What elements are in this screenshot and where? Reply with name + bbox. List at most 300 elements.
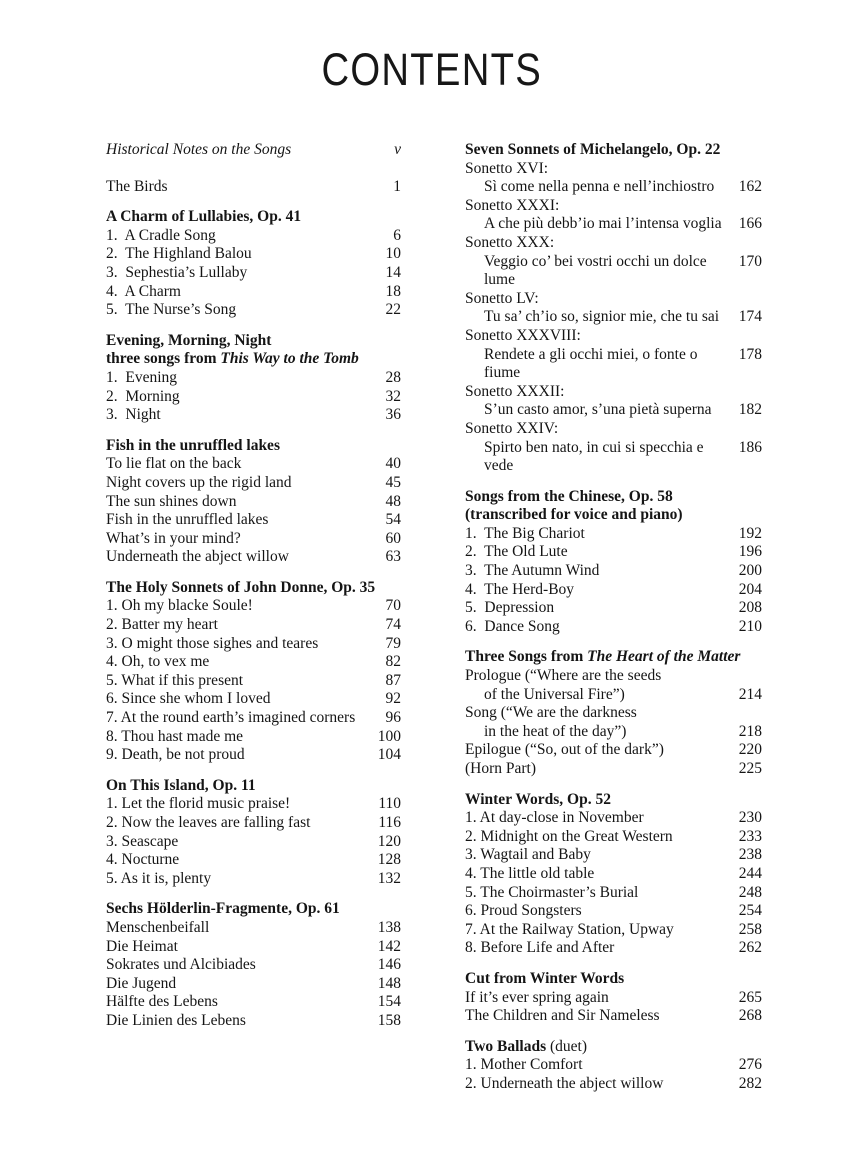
- toc-entry: [106, 455, 401, 474]
- toc-text-segment: Tu sa’ ch’io so, signior mie, che tu sai: [484, 308, 720, 326]
- toc-text-segment: A Charm of Lullabies, Op. 41: [106, 208, 302, 226]
- toc-entry-title: [465, 884, 735, 903]
- toc-text-segment: Sonetto XXXVIII:: [465, 326, 581, 344]
- toc-entry: [465, 828, 762, 847]
- toc-entry: [106, 795, 401, 814]
- toc-text-segment: 9. Death, be not proud: [106, 746, 245, 764]
- toc-page-number: 92: [385, 690, 401, 708]
- toc-text-segment: 1. At day-close in November: [465, 809, 644, 827]
- toc-entry: [106, 956, 401, 975]
- toc-page-number: 225: [738, 760, 762, 777]
- toc-line: [465, 667, 762, 686]
- toc-page-number: 230: [738, 809, 762, 827]
- toc-page-number: 196: [738, 543, 762, 561]
- toc-entry-title: [465, 383, 762, 402]
- toc-entry: [106, 728, 401, 747]
- toc-text-segment: 4. The Herd-Boy: [465, 580, 575, 598]
- toc-entry-title: [465, 141, 762, 160]
- toc-line: [465, 327, 762, 346]
- toc-entry-title: [106, 672, 382, 691]
- toc-entry: [465, 562, 762, 581]
- toc-page-number: 32: [385, 387, 401, 405]
- toc-entry: [106, 870, 401, 889]
- toc-entry: [465, 215, 762, 234]
- toc-page-number: 210: [738, 617, 762, 635]
- toc-section: [106, 437, 401, 567]
- toc-entry-title: [465, 809, 735, 828]
- toc-entry: [106, 597, 401, 616]
- toc-page-number: 104: [377, 746, 401, 764]
- toc-text-segment: The Holy Sonnets of John Donne, Op. 35: [106, 578, 376, 596]
- toc-line: [465, 290, 762, 309]
- page-title-text: CONTENTS: [321, 44, 543, 95]
- toc-text-segment: S’un casto amor, s’una pietà superna: [484, 401, 712, 419]
- toc-entry: [106, 993, 401, 1012]
- toc-entry-title: [465, 401, 735, 420]
- toc-entry-title: [465, 902, 735, 921]
- toc-text-segment: 5. Depression: [465, 599, 555, 617]
- toc-text-segment: The Children and Sir Nameless: [465, 1007, 660, 1025]
- toc-entry: [465, 741, 762, 760]
- toc-text-segment: Underneath the abject willow: [106, 548, 289, 566]
- toc-entry-title: [465, 760, 735, 779]
- toc-entry-title: [106, 178, 389, 197]
- toc-page-number: 265: [738, 988, 762, 1006]
- toc-line: [465, 234, 762, 253]
- toc-page-number: 238: [738, 846, 762, 864]
- toc-text-segment: Sonetto LV:: [465, 289, 539, 307]
- toc-page-number: 1: [393, 177, 401, 195]
- toc-text-segment: Fish in the unruffled lakes: [106, 436, 280, 454]
- toc-entry: [106, 814, 401, 833]
- toc-text-segment: 5. The Nurse’s Song: [106, 301, 237, 319]
- toc-page-number: 40: [385, 455, 401, 473]
- toc-entry-title: [106, 283, 382, 302]
- toc-entry-title: [106, 746, 374, 765]
- toc-entry: [465, 939, 762, 958]
- toc-text-segment: The Heart of the Matter: [587, 648, 741, 666]
- toc-page-number: 282: [738, 1074, 762, 1092]
- toc-line: [106, 350, 401, 369]
- toc-entry-title: [106, 511, 382, 530]
- toc-text-segment: Historical Notes on the Songs: [106, 141, 292, 158]
- toc-entry-title: [106, 851, 374, 870]
- toc-section: [106, 777, 401, 889]
- toc-text-segment: To lie flat on the back: [106, 455, 242, 473]
- toc-text-segment: Sonetto XVI:: [465, 159, 549, 177]
- toc-entry-title: [106, 833, 374, 852]
- toc-page-number: 79: [385, 634, 401, 652]
- toc-entry: [106, 938, 401, 957]
- toc-column-left: [106, 141, 401, 1031]
- toc-page-number: 100: [377, 727, 401, 745]
- toc-page-number: 87: [385, 671, 401, 689]
- toc-entry: [106, 919, 401, 938]
- toc-text-segment: Veggio co’ bei vostri occhi un dolce lume: [484, 252, 711, 289]
- toc-text-segment: Sechs Hölderlin-Fragmente, Op. 61: [106, 900, 340, 918]
- toc-entry: [106, 511, 401, 530]
- toc-entry-title: [106, 919, 374, 938]
- toc-page-number: 218: [738, 722, 762, 740]
- toc-line: [465, 506, 762, 525]
- toc-page-number: 233: [738, 827, 762, 845]
- toc-section: [106, 208, 401, 320]
- toc-page-number: 170: [738, 252, 762, 270]
- toc-entry: [465, 1075, 762, 1094]
- toc-entry-title: [465, 828, 735, 847]
- toc-text-segment: Two Ballads: [465, 1037, 547, 1055]
- toc-text-segment: Die Heimat: [106, 937, 178, 955]
- toc-entry: [465, 1007, 762, 1026]
- toc-section: [106, 579, 401, 765]
- toc-page-number: 208: [738, 599, 762, 617]
- toc-entry: [465, 308, 762, 327]
- toc-entry-title: [465, 686, 735, 705]
- toc-entry-title: [106, 653, 382, 672]
- toc-page-number: 214: [738, 685, 762, 703]
- toc-entry: [106, 178, 401, 197]
- toc-entry: [465, 439, 762, 476]
- toc-entry-title: [465, 970, 762, 989]
- toc-page-number: 116: [378, 814, 401, 831]
- toc-text-segment: This Way to the Tomb: [220, 350, 359, 368]
- toc-text-segment: 2. The Old Lute: [465, 543, 568, 561]
- toc-text-segment: Sonetto XXX:: [465, 233, 555, 251]
- toc-entry-title: [106, 455, 382, 474]
- toc-entry-title: [106, 597, 382, 616]
- toc-entry-title: [106, 350, 401, 369]
- toc-page-number: 178: [738, 345, 762, 363]
- toc-text-segment: 2. Morning: [106, 387, 180, 405]
- toc-page-number: 10: [385, 245, 401, 263]
- toc-entry: [106, 653, 401, 672]
- toc-entry-title: [465, 618, 735, 637]
- toc-text-segment: 1. Evening: [106, 368, 178, 386]
- toc-text-segment: Epilogue (“So, out of the dark”): [465, 741, 664, 759]
- toc-entry: [465, 723, 762, 742]
- toc-text-segment: Evening, Morning, Night: [106, 331, 272, 349]
- toc-text-segment: Seven Sonnets of Michelangelo, Op. 22: [465, 141, 721, 158]
- toc-text-segment: 1. Let the florid music praise!: [106, 795, 291, 813]
- toc-entry-title: [106, 245, 382, 264]
- toc-entry: [106, 672, 401, 691]
- toc-line: [465, 488, 762, 507]
- toc-page-number: 36: [385, 406, 401, 424]
- toc-page-number: 162: [738, 178, 762, 196]
- toc-entry-title: [106, 993, 374, 1012]
- toc-section: [106, 178, 401, 197]
- toc-text-segment: 1. Mother Comfort: [465, 1056, 583, 1074]
- toc-entry-title: [465, 439, 735, 476]
- toc-text-segment: Die Jugend: [106, 974, 177, 992]
- toc-entry: [106, 493, 401, 512]
- toc-entry-title: [465, 197, 762, 216]
- toc-page-number: 248: [738, 883, 762, 901]
- toc-page-number: 200: [738, 562, 762, 580]
- toc-entry: [465, 846, 762, 865]
- toc-page-number: 120: [377, 832, 401, 850]
- toc-page-number: 244: [738, 864, 762, 882]
- toc-text-segment: 3. Seascape: [106, 832, 179, 850]
- toc-line: [106, 900, 401, 919]
- toc-entry-title: [106, 814, 374, 833]
- toc-text-segment: Three Songs from: [465, 648, 588, 666]
- toc-text-segment: Spirto ben nato, in cui si specchia e vede: [484, 438, 708, 475]
- toc-section: [465, 1038, 762, 1094]
- toc-page-number: 174: [738, 308, 762, 326]
- toc-text-segment: Sonetto XXIV:: [465, 419, 559, 437]
- toc-entry: [106, 406, 401, 425]
- toc-entry-title: [106, 388, 382, 407]
- toc-entry-title: [465, 525, 735, 544]
- toc-entry-title: [465, 1056, 735, 1075]
- toc-page-number: 82: [385, 653, 401, 671]
- toc-text-segment: 2. Underneath the abject willow: [465, 1074, 664, 1092]
- toc-text-segment: Fish in the unruffled lakes: [106, 511, 269, 529]
- toc-entry-title: [465, 1007, 735, 1026]
- toc-entry-title: [465, 667, 762, 686]
- toc-entry-title: [106, 474, 382, 493]
- toc-text-segment: 4. A Charm: [106, 282, 181, 300]
- toc-line: [106, 579, 401, 598]
- toc-page-number: 48: [385, 492, 401, 510]
- toc-entry-title: [106, 332, 401, 351]
- toc-text-segment: 2. The Highland Balou: [106, 245, 252, 263]
- toc-entry: [465, 401, 762, 420]
- toc-text-segment: 4. The little old table: [465, 864, 595, 882]
- toc-text-segment: 3. Sephestia’s Lullaby: [106, 263, 248, 281]
- toc-line: [465, 1038, 762, 1057]
- toc-entry-title: [106, 900, 401, 919]
- toc-text-segment: 1. A Cradle Song: [106, 226, 216, 244]
- toc-page-number: 220: [738, 741, 762, 759]
- toc-text-segment: 1. The Big Chariot: [465, 524, 585, 542]
- toc-entry-title: [465, 741, 735, 760]
- toc-entry: [106, 141, 401, 160]
- toc-entry-title: [106, 264, 382, 283]
- toc-section: [465, 648, 762, 778]
- toc-entry-title: [106, 938, 374, 957]
- toc-line: [465, 791, 762, 810]
- toc-entry-title: [106, 530, 382, 549]
- toc-page-number: 63: [385, 548, 401, 566]
- toc-text-segment: 5. As it is, plenty: [106, 869, 212, 887]
- toc-text-segment: Night covers up the rigid land: [106, 473, 292, 491]
- toc-entry-title: [465, 346, 735, 383]
- toc-entry-title: [465, 234, 762, 253]
- toc-page-number: 158: [377, 1011, 401, 1029]
- toc-entry-title: [106, 728, 374, 747]
- toc-entry: [465, 809, 762, 828]
- toc-text-segment: Sì come nella penna e nell’inchiostro: [484, 178, 715, 196]
- toc-text-segment: Sonetto XXXI:: [465, 196, 560, 214]
- toc-entry: [106, 635, 401, 654]
- toc-entry-title: [465, 562, 735, 581]
- toc-page-number: 28: [385, 368, 401, 386]
- toc-entry-title: [106, 301, 382, 320]
- toc-entry: [465, 884, 762, 903]
- toc-section: [465, 791, 762, 958]
- toc-entry-title: [106, 493, 382, 512]
- toc-entry-title: [465, 1038, 762, 1057]
- toc-line: [106, 437, 401, 456]
- toc-entry-title: [106, 548, 382, 567]
- toc-text-segment: Cut from Winter Words: [465, 969, 625, 987]
- page-title: [0, 44, 864, 96]
- toc-page-number: 148: [377, 974, 401, 992]
- toc-page-number: 45: [385, 473, 401, 491]
- toc-entry-title: [465, 178, 735, 197]
- toc-entry-title: [106, 208, 401, 227]
- toc-entry-title: [106, 227, 389, 246]
- toc-line: [106, 332, 401, 351]
- toc-text-segment: 6. Since she whom I loved: [106, 690, 271, 708]
- toc-entry: [106, 283, 401, 302]
- toc-entry: [106, 616, 401, 635]
- toc-entry-title: [465, 921, 735, 940]
- toc-entry-title: [465, 253, 735, 290]
- toc-entry-title: [465, 1075, 735, 1094]
- toc-line: [465, 197, 762, 216]
- toc-text-segment: 3. O might those sighes and teares: [106, 634, 319, 652]
- toc-entry-title: [465, 290, 762, 309]
- toc-text-segment: 5. The Choirmaster’s Burial: [465, 883, 639, 901]
- toc-text-segment: Menschenbeifall: [106, 918, 210, 936]
- toc-entry-title: [106, 369, 382, 388]
- toc-entry-title: [106, 975, 374, 994]
- toc-text-segment: 2. Batter my heart: [106, 616, 218, 634]
- toc-line: [106, 208, 401, 227]
- toc-line: [465, 383, 762, 402]
- toc-text-segment: Sonetto XXXII:: [465, 382, 565, 400]
- toc-line: [465, 420, 762, 439]
- toc-entry: [465, 253, 762, 290]
- toc-entry: [465, 1056, 762, 1075]
- toc-section: [465, 970, 762, 1026]
- toc-page-number: 128: [377, 851, 401, 869]
- toc-entry-title: [106, 956, 374, 975]
- toc-entry-title: [106, 635, 382, 654]
- toc-entry-title: [106, 437, 401, 456]
- toc-text-segment: of the Universal Fire”): [484, 685, 625, 703]
- toc-line: [465, 160, 762, 179]
- toc-text-segment: 4. Nocturne: [106, 851, 180, 869]
- toc-page-number: 74: [385, 616, 401, 634]
- toc-text-segment: 6. Dance Song: [465, 617, 560, 635]
- toc-text-segment: Winter Words, Op. 52: [465, 790, 611, 808]
- toc-entry: [465, 618, 762, 637]
- toc-entry: [106, 709, 401, 728]
- toc-entry-title: [465, 488, 762, 507]
- toc-entry: [465, 525, 762, 544]
- toc-text-segment: A che più debb’io mai l’intensa voglia: [484, 215, 722, 233]
- toc-page-number: 132: [377, 869, 401, 887]
- toc-page-number: 96: [385, 709, 401, 727]
- toc-entry-title: [106, 616, 382, 635]
- toc-entry-title: [106, 709, 382, 728]
- toc-text-segment: What’s in your mind?: [106, 529, 241, 547]
- toc-entry-title: [465, 308, 735, 327]
- toc-entry: [106, 746, 401, 765]
- toc-text-segment: 8. Thou hast made me: [106, 727, 244, 745]
- toc-entry-title: [106, 690, 382, 709]
- toc-column-right: [465, 141, 762, 1094]
- toc-entry: [465, 921, 762, 940]
- toc-entry: [106, 388, 401, 407]
- toc-text-segment: (Horn Part): [465, 760, 537, 777]
- toc-entry: [465, 178, 762, 197]
- toc-text-segment: Song (“We are the darkness: [465, 704, 637, 722]
- toc-text-segment: Hälfte des Lebens: [106, 993, 218, 1011]
- toc-text-segment: 4. Oh, to vex me: [106, 653, 210, 671]
- toc-text-segment: 1. Oh my blacke Soule!: [106, 597, 253, 615]
- toc-text-segment: 2. Midnight on the Great Western: [465, 827, 673, 845]
- toc-page-number: 6: [393, 226, 401, 244]
- toc-page-number: v: [394, 141, 401, 158]
- toc-entry-title: [106, 579, 401, 598]
- toc-page-number: 110: [378, 795, 401, 813]
- toc-entry-title: [465, 865, 735, 884]
- toc-text-segment: in the heat of the day”): [484, 722, 627, 740]
- toc-text-segment: 7. At the Railway Station, Upway: [465, 920, 674, 938]
- toc-entry-title: [465, 160, 762, 179]
- toc-text-segment: 3. The Autumn Wind: [465, 562, 600, 580]
- toc-entry: [106, 690, 401, 709]
- toc-entry-title: [465, 846, 735, 865]
- toc-entry: [106, 227, 401, 246]
- toc-text-segment: On This Island, Op. 11: [106, 776, 256, 794]
- toc-page-number: 154: [377, 993, 401, 1011]
- toc-page-number: 258: [738, 920, 762, 938]
- toc-text-segment: 3. Night: [106, 406, 161, 424]
- toc-text-segment: Sokrates und Alcibiades: [106, 956, 256, 974]
- toc-page-number: 70: [385, 597, 401, 615]
- toc-entry-title: [465, 648, 762, 667]
- toc-line: [465, 141, 762, 160]
- toc-page-number: 166: [738, 215, 762, 233]
- toc-page-number: 182: [738, 401, 762, 419]
- toc-entry: [465, 989, 762, 1008]
- toc-page-number: 142: [377, 937, 401, 955]
- toc-page-number: 262: [738, 939, 762, 957]
- toc-text-segment: Die Linien des Lebens: [106, 1011, 246, 1029]
- toc-entry: [465, 543, 762, 562]
- toc-line: [465, 970, 762, 989]
- toc-entry: [465, 346, 762, 383]
- toc-entry: [106, 833, 401, 852]
- toc-entry: [106, 530, 401, 549]
- toc-page-number: 14: [385, 263, 401, 281]
- toc-section: [465, 488, 762, 637]
- toc-line: [465, 704, 762, 723]
- toc-entry-title: [106, 1012, 374, 1031]
- toc-text-segment: 7. At the round earth’s imagined corners: [106, 709, 356, 727]
- toc-entry: [106, 369, 401, 388]
- toc-entry: [465, 902, 762, 921]
- toc-entry: [106, 245, 401, 264]
- toc-page-number: 138: [377, 918, 401, 936]
- toc-entry: [465, 599, 762, 618]
- toc-page-number: 54: [385, 511, 401, 529]
- toc-entry-title: [465, 791, 762, 810]
- toc-entry: [106, 975, 401, 994]
- toc-page-number: 146: [377, 956, 401, 974]
- toc-text-segment: The sun shines down: [106, 492, 237, 510]
- toc-entry-title: [465, 543, 735, 562]
- toc-entry-title: [465, 704, 762, 723]
- toc-entry: [465, 581, 762, 600]
- toc-text-segment: The Birds: [106, 177, 168, 195]
